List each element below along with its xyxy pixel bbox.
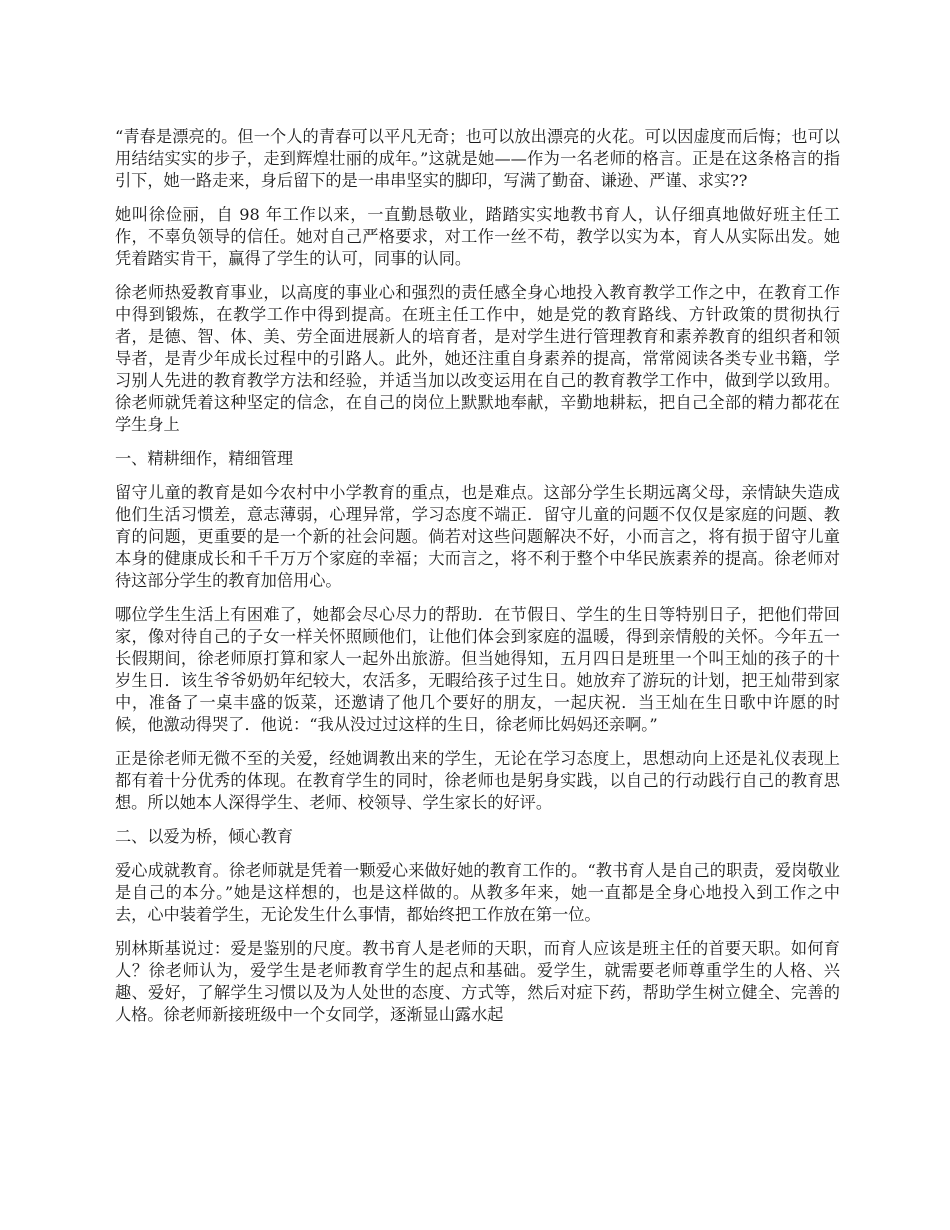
paragraph-motto: “青春是漂亮的。但一个人的青春可以平凡无奇；也可以放出漂亮的火花。可以因虚度而后悔；也可以用结结实实的步子，走到辉煌壮丽的成年。”这就是她——作为一名老师的格言。正是在这条格言的指引下，她一路走来，身后留下的是一串串坚实的脚印，写满了勤奋、谦逊、严谨、求实?? bbox=[115, 127, 840, 190]
document-body bbox=[115, 126, 840, 1038]
paragraph-intro: 她叫徐俭丽，自 98 年工作以来，一直勤恳敬业，踏踏实实地教书育人，认仔细真地做好班主任工作，不辜负领导的信任。她对自己严格要求，对工作一丝不苟，教学以实为本，育人从实际出发。她凭着踏实肯干，赢得了学生的认可，同事的认同。 bbox=[115, 205, 840, 268]
paragraph-birthday-story: 哪位学生生活上有困难了，她都会尽心尽力的帮助．在节假日、学生的生日等特别日子，把他们带回家，像对待自己的子女一样关怀照顾他们，让他们体会到家庭的温暖，得到亲情般的关怀。今年五一长假期间，徐老师原打算和家人一起外出旅游。但当她得知，五月四日是班里一个叫王灿的孩子的十岁生日．该生爷爷奶奶年纪较大，农活多，无暇给孩子过生日。她放弃了游玩的计划，把王灿带到家中，准备了一桌丰盛的饭菜，还邀请了他几个要好的朋友，一起庆祝．当王灿在生日歌中许愿的时候，他激动得哭了．他说：“我从没过过这样的生日，徐老师比妈妈还亲啊。” bbox=[115, 605, 840, 734]
paragraph-care-results: 正是徐老师无微不至的关爱，经她调教出来的学生，无论在学习态度上，思想动向上还是礼仪表现上都有着十分优秀的体现。在教育学生的同时，徐老师也是躬身实践，以自己的行动践行自己的教育思想。所以她本人深得学生、老师、校领导、学生家长的好评。 bbox=[115, 749, 840, 812]
paragraph-dedication: 徐老师热爱教育事业，以高度的事业心和强烈的责任感全身心地投入教育教学工作之中，在教育工作中得到锻炼，在教学工作中得到提高。在班主任工作中，她是党的教育路线、方针政策的贯彻执行者，是德、智、体、美、劳全面进展新人的培育者，是对学生进行管理教育和素养教育的组织者和领导者，是青少年成长过程中的引路人。此外，她还注重自身素养的提高，常常阅读各类专业书籍，学习别人先进的教育教学方法和经验，并适当加以改变运用在自己的教育教学工作中，做到学以致用。徐老师就凭着这种坚定的信念，在自己的岗位上默默地奉献，辛勤地耕耘，把自己全部的精力都花在学生身上 bbox=[115, 283, 840, 434]
paragraph-left-behind-children: 留守儿童的教育是如今农村中小学教育的重点，也是难点。这部分学生长期远离父母，亲情缺失造成他们生活习惯差，意志薄弱，心理异常，学习态度不端正．留守儿童的问题不仅仅是家庭的问题、教育的问题，更重要的是一个新的社会问题。倘若对这些问题解决不好，小而言之，将有损于留守儿童本身的健康成长和千千万万个家庭的幸福；大而言之，将不利于整个中华民族素养的提高。徐老师对待这部分学生的教育加倍用心。 bbox=[115, 483, 840, 590]
paragraph-belinsky: 别林斯基说过：爱是鉴别的尺度。教书育人是老师的天职，而育人应该是班主任的首要天职。如何育人？徐老师认为，爱学生是老师教育学生的起点和基础。爱学生，就需要老师尊重学生的人格、兴趣、爱好，了解学生习惯以及为人处世的态度、方式等，然后对症下药，帮助学生树立健全、完善的人格。徐老师新接班级中一个女同学，逐渐显山露水起 bbox=[115, 939, 840, 1024]
paragraph-love-education: 爱心成就教育。徐老师就是凭着一颗爱心来做好她的教育工作的。“教书育人是自己的职责，爱岗敬业是自己的本分。”她是这样想的，也是这样做的。从教多年来，她一直都是全身心地投入到工作之中去，心中装着学生，无论发生什么事情，都始终把工作放在第一位。 bbox=[115, 861, 840, 924]
section-heading-1: 一、精耕细作，精细管理 bbox=[115, 449, 294, 468]
section-heading-2: 二、以爱为桥，倾心教育 bbox=[115, 827, 294, 846]
